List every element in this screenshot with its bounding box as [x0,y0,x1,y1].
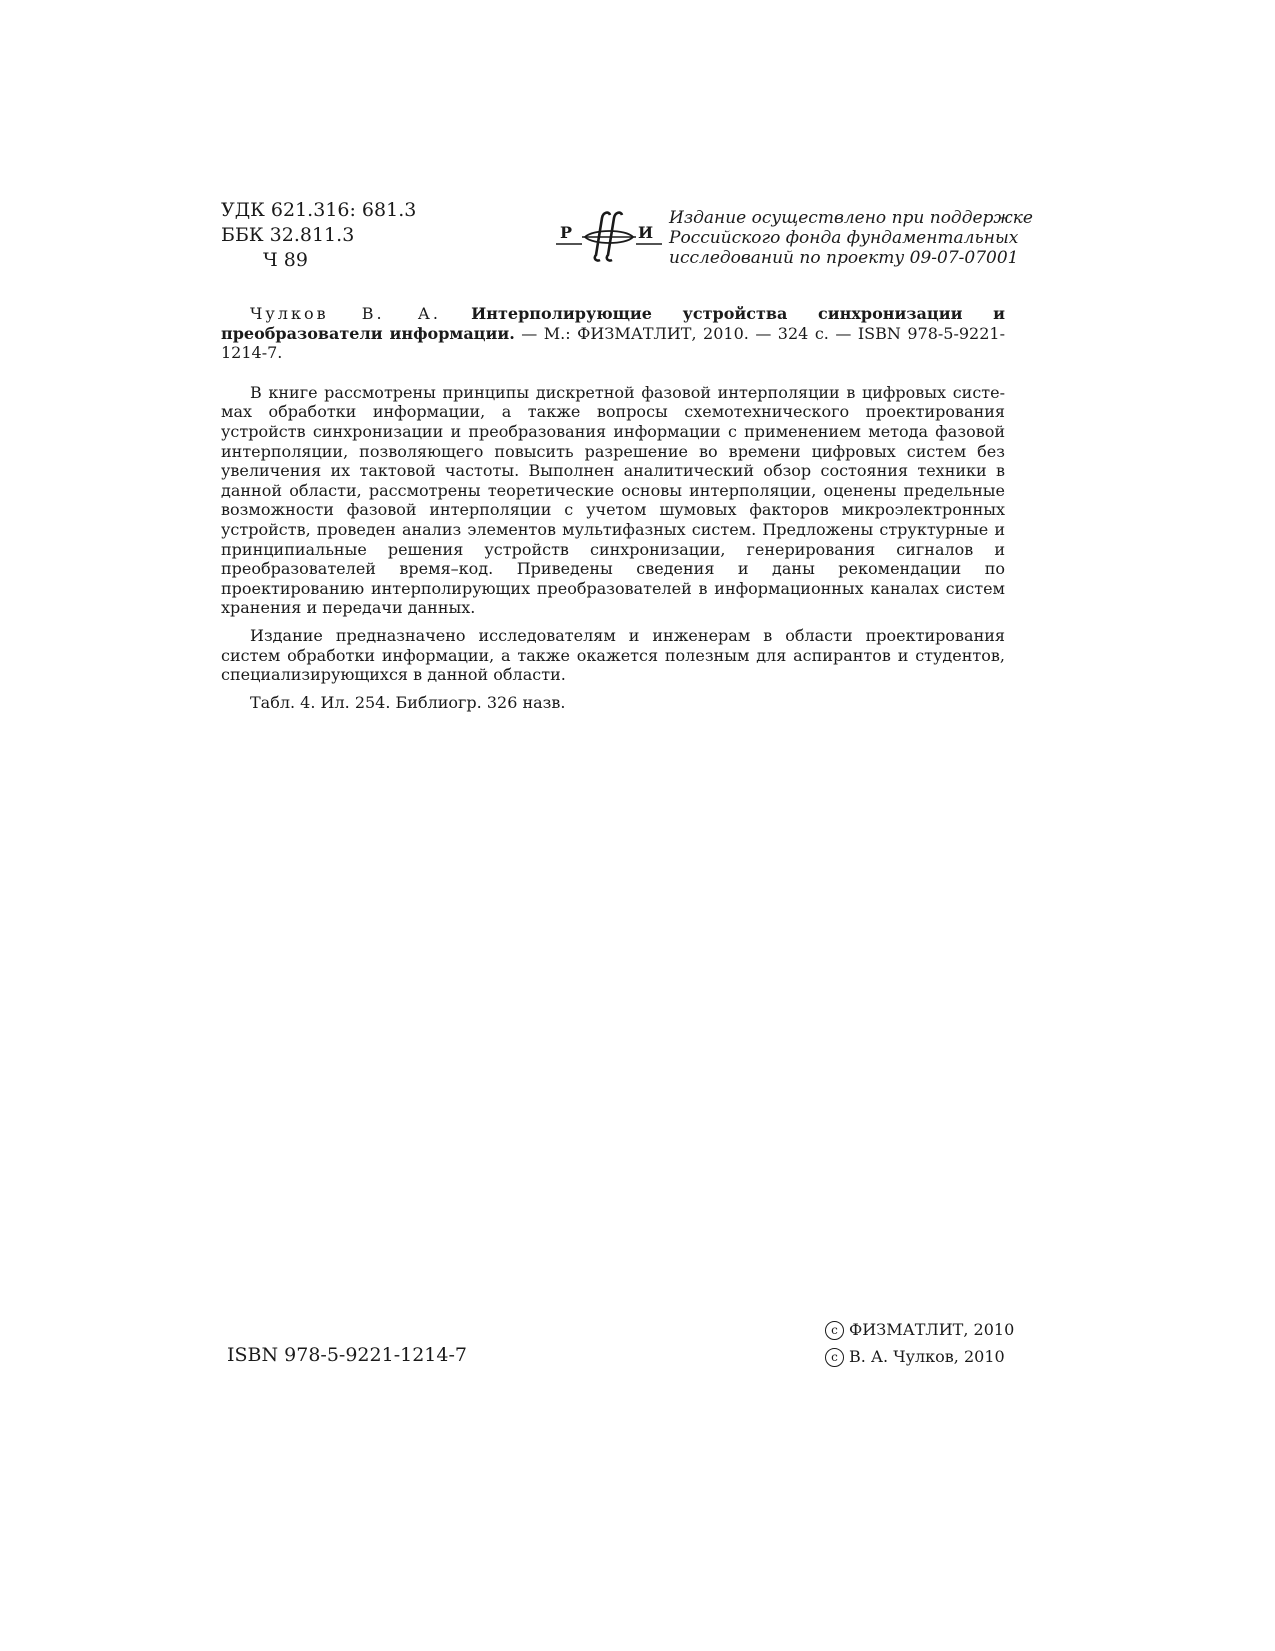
illustration-stats: Табл. 4. Ил. 254. Библиогр. 326 назв. [250,692,566,712]
isbn: ISBN 978-5-9221-1214-7 [227,1344,467,1366]
copyright-icon: c [825,1321,844,1340]
udk-code: УДК 621.316: 681.3 [221,199,417,221]
author-mark: Ч 89 [263,249,308,271]
imprint: — М.: ФИЗМАТЛИТ, 2010. — 324 с. — ISBN 978-5-9221-1214-7. [221,323,1005,363]
svg-text:Р: Р [560,223,573,242]
svg-text:И: И [638,223,654,242]
funding-note-line: исследований по проекту 09-07-07001 [669,248,1019,268]
classification-codes [221,198,416,273]
funding-note [669,208,1033,268]
copyright-block [825,1316,1014,1370]
copyright-holder: ФИЗМАТЛИТ, 2010 [849,1320,1015,1339]
bbk-code: ББК 32.811.3 [221,224,355,246]
audience-paragraph: Издание предназначено исследователям и инженерам в области проектирования систем обработки информации, а также окажется полезным для аспирантов и студентов, специализирующихся в данной области. [221,625,1005,685]
author-name: Чулков В. А. [250,304,441,323]
rffi-logo [556,210,663,264]
book-title: Интерполирующие устройства синхронизации и преобразователи информации. [221,304,1005,343]
abstract-paragraph: В книге рассмотрены принципы дискретной фазовой интерполяции в цифровых системах обработки информации, а также вопросы схемотехнического проектирования устройств синхронизации и преобразования информации с применением метода фазовой интерполяции, позволяющего повысить разрешение во времени цифровых систем без увеличения их тактовой частоты. Выполнен аналитический обзор состояния техники в данной области, рассмотрены теоретические основы интерполяции, оценены предельные возможности фазовой интерполяции с учетом шумовых факторов микроэлектронных устройств, проведен анализ элементов мультифазных систем. Предложены структурные и принципиальные решения устройств синхронизации, генерирования сигналов и преобразователей время–код. Приведены сведения и даны рекомендации по проектированию интерполирующих преобразователей в информационных каналах систем хранения и передачи данных. [221,382,1005,618]
bibliographic-entry [221,304,1005,363]
copyright-line [825,1343,1014,1370]
copyright-holder: В. А. Чулков, 2010 [849,1347,1005,1366]
copyright-icon: c [825,1348,844,1367]
annotation [221,304,1005,712]
copyright-line [825,1316,1014,1343]
funding-note-line: Издание осуществлено при поддержке [669,208,1033,228]
funding-note-line: Российского фонда фундаментальных [669,228,1019,248]
